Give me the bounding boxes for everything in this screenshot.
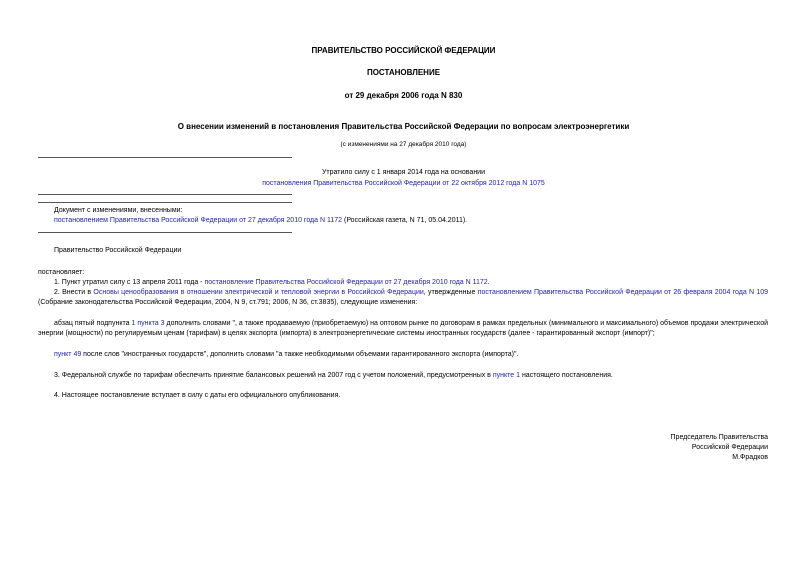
signature-name: М.Фрадков	[732, 454, 768, 461]
divider	[38, 157, 292, 158]
gov-heading: ПРАВИТЕЛЬСТВО РОССИЙСКОЙ ФЕДЕРАЦИИ	[311, 46, 496, 55]
decree-text: постановляет:	[38, 269, 85, 276]
clause-3-link[interactable]: 1 пункта 3	[131, 320, 165, 327]
signature-org: Российской Федерации	[691, 444, 768, 451]
doc-title: О внесении изменений в постановления Правительства Российской Федерации по вопросам электроэнергетики	[177, 122, 630, 131]
divider	[38, 232, 292, 233]
divider	[38, 202, 292, 203]
paragraph-4: 4. Настоящее постановление вступает в силу с даты его официального опубликования.	[54, 392, 341, 399]
expired-note: Утратило силу с 1 января 2014 года на основании	[321, 169, 486, 176]
doc-type-heading: ПОСТАНОВЛЕНИЕ	[366, 68, 441, 77]
intro-text: Правительство Российской Федерации	[54, 247, 182, 254]
subparagraph-2: пункт 49 после слов "иностранных государств", дополнить словами "а также необходимыми объемами гарантированного экспорта (импорта)".	[54, 351, 519, 358]
subparagraph-1: абзац пятый подпункта 1 пункта 3 дополнить словами ", а также продаваемую (приобретаемую) на оптовом рынке по договорам в рамках предельных (минимального и максимального) объемов продажи электрической энергии (мощности) по регулируемым ценам (тарифам) в целях экспорта (импорта) в электроэнергетические системы иностранных государств (далее - гарантированный экспорт (импорт)";	[38, 320, 769, 337]
decree-109-link[interactable]: постановлением Правительства Российской Федерации от 26 февраля 2004 года N 109	[477, 289, 769, 296]
doc-date-heading: от 29 декабря 2006 года N 830	[344, 91, 463, 100]
paragraph-1-link[interactable]: постановление Правительства Российской Федерации от 27 декабря 2010 года N 1172	[204, 279, 488, 286]
clause-49-link[interactable]: пункт 49	[54, 351, 82, 358]
expired-link[interactable]: постановления Правительства Российской Федерации от 22 октября 2012 года N 1075	[262, 180, 545, 187]
amended-link[interactable]: постановлением Правительства Российской Федерации от 27 декабря 2010 года N 1172	[54, 217, 343, 224]
changes-note: (с изменениями на 27 декабря 2010 года)	[340, 141, 467, 148]
amended-line: постановлением Правительства Российской Федерации от 27 декабря 2010 года N 1172 (Российская газета, N 71, 05.04.2011).	[54, 217, 468, 224]
amended-label: Документ с изменениями, внесенными:	[54, 207, 183, 214]
signature-title: Председатель Правительства	[670, 434, 768, 441]
paragraph-2: 2. Внести в Основы ценообразования в отношении электрической и тепловой энергии в Российской Федерации, утвержденные постановлением Правительства Российской Федерации от 26 февраля 2004 года N 109 (Собрание законодательства Российской Федерации, 2004, N 9, ст.791; 2006, N 36, ст.3835), следующие изменения:	[38, 289, 769, 306]
paragraph-3: 3. Федеральной службе по тарифам обеспечить принятие балансовых решений на 2007 год с учетом положений, предусмотренных в пункте 1 настоящего постановления.	[54, 372, 613, 379]
divider	[38, 194, 292, 195]
clause-1-link[interactable]: пункте 1	[492, 372, 520, 379]
paragraph-1: 1. Пункт утратил силу с 13 апреля 2011 года - постановление Правительства Российской Федерации от 27 декабря 2010 года N 1172.	[54, 279, 490, 286]
pricing-basics-link[interactable]: Основы ценообразования в отношении электрической и тепловой энергии в Российской Федерации	[93, 289, 424, 296]
